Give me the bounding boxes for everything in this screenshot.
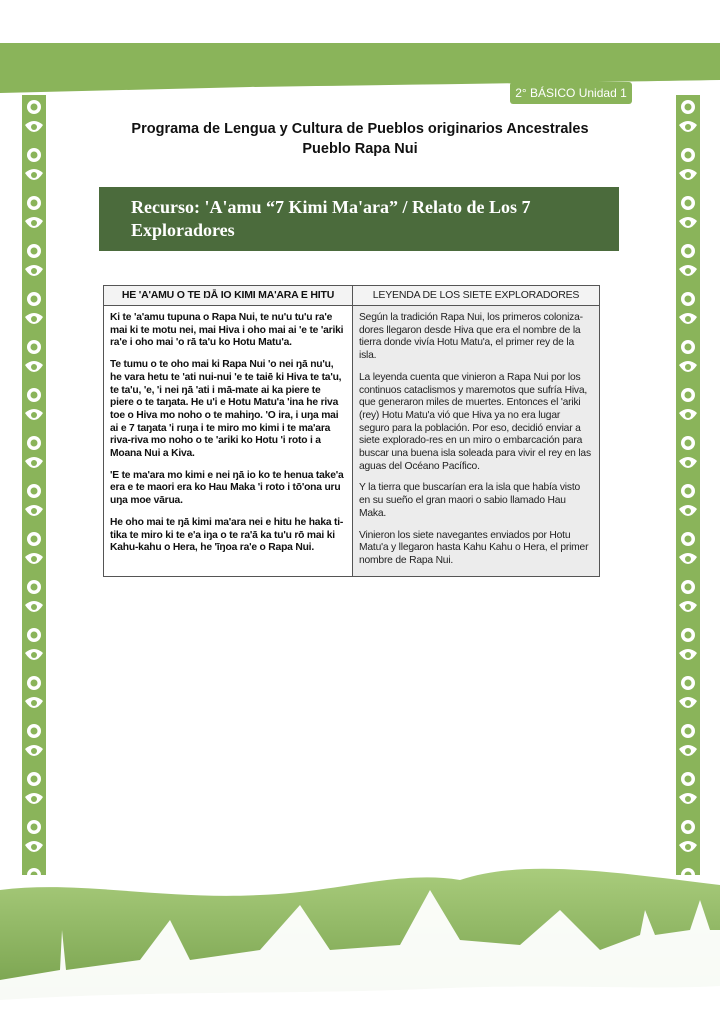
bilingual-table	[103, 285, 600, 577]
rapa-nui-paragraph: Te tumu o te oho mai ki Rapa Nui 'o nei ŋā nu'u, he vara hetu te 'ati nui-nui 'e te taiē ki Hiva te ta'u, te ta'u, 'e, 'i nei ŋā 'ati i mā-mate ai ka piere te piere o te taŋata. He u'i e Hotu Matu'a 'ina he riva toe o Hiva mo noho o te mahiŋo. 'O ira, i uŋa mai ai e 7 taŋata 'i ruŋa i te miro mo kimi i te ma'ara riva-riva mo noho o te 'ariki ko Hotu 'i roto i a Moana Nui a Kiva.	[110, 359, 342, 460]
program-title: Programa de Lengua y Cultura de Pueblos originarios Ancestrales	[131, 121, 589, 137]
spanish-paragraph: La leyenda cuenta que vinieron a Rapa Nui por los continuos cataclismos y maremotos que sufría Hiva, que generaron miles de muertes. Entonces el 'ariki (rey) Hotu Matu'a vió que Hiva ya no era lugar seguro para la población. Por eso, decidió enviar a siete explorado-res en un miro o embarcación para buscar una buena isla soleada para vivir el rey en las aguas del Océano Pacífico.	[359, 371, 591, 472]
rapa-nui-paragraph: He oho mai te ŋā kimi ma'ara nei e hitu he haka ti-tika te miro ki te e'a iŋa o te ra'ā ka tu'u rō mai ki Kahu-kahu o Hera, he 'īŋoa ra'e o Rapa Nui.	[110, 516, 344, 554]
grade-badge: 2° BÁSICO Unidad 1	[510, 82, 632, 104]
spanish-paragraph: Según la tradición Rapa Nui, los primeros coloniza-dores llegaron desde Hiva que era el nombre de la tierra donde vivía Hotu Matu'a, el primer rey de la isla.	[359, 312, 583, 362]
rapa-nui-paragraph: 'E te ma'ara mo kimi e nei ŋā io ko te henua take'a era e te maori era ko Hau Maka 'i roto i tō'ona uru uŋa moe vārua.	[110, 469, 344, 507]
left-ornament-border	[22, 95, 46, 875]
resource-title: Recurso: 'A'amu “7 Kimi Ma'ara” / Relato de Los 7 Exploradores	[99, 187, 619, 251]
rapa-nui-column	[104, 286, 353, 576]
program-header	[0, 119, 720, 159]
rapa-nui-paragraph: Ki te 'a'amu tupuna o Rapa Nui, te nu'u tu'u ra'e mai ki te motu nei, mai Hiva i oho mai ai 'e te 'ariki ra'e i oho mai 'o rā ta'u ko Hotu Matu'a.	[110, 312, 344, 349]
right-ornament-border	[676, 95, 700, 875]
rapa-nui-header: HE 'A'AMU O TE ŊĀ IO KIMI MA'ARA E HITU	[104, 286, 352, 306]
landscape-illustration	[0, 850, 720, 1019]
spanish-column	[353, 286, 599, 576]
program-subtitle: Pueblo Rapa Nui	[302, 141, 418, 157]
spanish-header: LEYENDA DE LOS SIETE EXPLORADORES	[353, 286, 599, 306]
spanish-paragraph: Y la tierra que buscarían era la isla que había visto en su sueño el gran maori o sabio llamado Hau Maka.	[359, 482, 581, 519]
spanish-paragraph: Vinieron los siete navegantes enviados por Hotu Matu'a y llegaron hasta Kahu Kahu o Hera, el primer nombre de Rapa Nui.	[359, 529, 589, 566]
